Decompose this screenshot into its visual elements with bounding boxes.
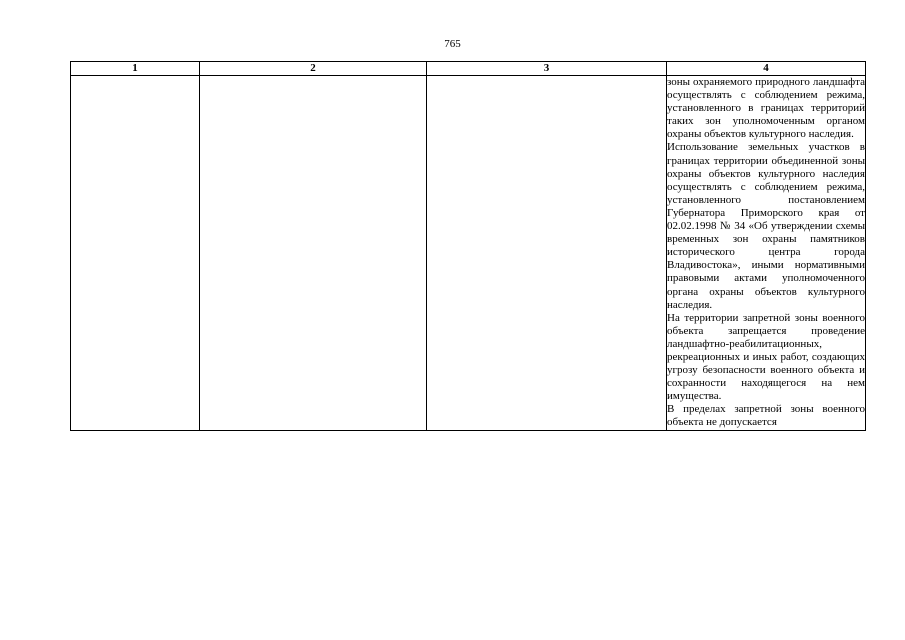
- column-header-2: 2: [200, 62, 427, 76]
- cell-col-1: [71, 76, 200, 431]
- cell-col-2: [200, 76, 427, 431]
- paragraph-heritage-zone: Использование земельных участков в границах территории объединенной зоны охраны объектов культурного наследия осуществлять с соблюдением режима, установленного постановлением Губернатора Приморского края от 02.02.1998 № 34 «Об утверждении схемы временных зон охраны памятников исторического центра города Владивостока», иными нормативными правовыми актами уполномоченного органа охраны объектов культурного наследия.: [667, 141, 865, 311]
- paragraph-military-zone-limits: В пределах запретной зоны военного объекта не допускается: [667, 403, 865, 429]
- column-header-1: 1: [71, 62, 200, 76]
- table-row: [71, 76, 866, 431]
- column-header-4: 4: [667, 62, 866, 76]
- paragraph-military-zone-prohibition: На территории запретной зоны военного объекта запрещается проведение ландшафтно-реабилитационных, рекреационных и иных работ, создающих угрозу безопасности военного объекта и сохранности находящегося на нем имущества.: [667, 311, 865, 403]
- column-header-3: 3: [427, 62, 667, 76]
- document-table: [70, 61, 866, 431]
- paragraph-protected-landscape: зоны охраняемого природного ландшафта осуществлять с соблюдением режима, установленного в границах территорий таких зон уполномоченным органом охраны объектов культурного наследия.: [667, 76, 865, 141]
- table-header-row: [71, 62, 866, 76]
- cell-col-3: [427, 76, 667, 431]
- page-number: 765: [444, 38, 461, 50]
- cell-col-4: [667, 76, 866, 431]
